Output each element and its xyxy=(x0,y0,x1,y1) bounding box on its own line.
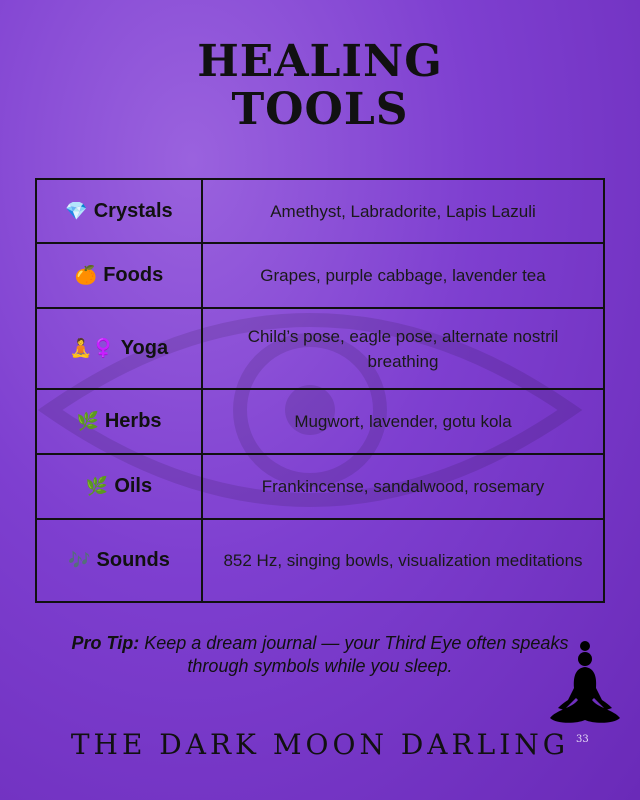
category-label: Yoga xyxy=(120,337,169,359)
category-label: Foods xyxy=(103,264,164,286)
table-row xyxy=(36,243,604,308)
table-row xyxy=(36,179,604,243)
herb-icon: 🌿 xyxy=(76,411,99,431)
pro-tip-text: Keep a dream journal — your Third Eye often speaks through symbols while you sleep. xyxy=(144,633,569,676)
items-cell: Child’s pose, eagle pose, alternate nostril breathing xyxy=(202,308,604,389)
category-label: Herbs xyxy=(104,410,162,432)
category-label: Oils xyxy=(114,475,153,497)
category-cell xyxy=(36,519,202,602)
page-number: 33 xyxy=(576,734,589,745)
title-line-2: TOOLS xyxy=(231,84,409,135)
table-row xyxy=(36,389,604,454)
table-row xyxy=(36,519,604,602)
meditation-figure-icon xyxy=(546,638,624,730)
category-cell xyxy=(36,243,202,308)
table-row xyxy=(36,454,604,519)
brand-footer: THE DARK MOON DARLING xyxy=(70,728,570,761)
orange-icon: 🍊 xyxy=(74,265,98,285)
pro-tip-label: Pro Tip: xyxy=(71,633,140,653)
music-notes-icon: 🎶 xyxy=(68,550,91,570)
page-title xyxy=(0,38,640,134)
herb-icon: 🌿 xyxy=(85,476,109,496)
healing-tools-table xyxy=(35,178,605,603)
category-cell xyxy=(36,179,202,243)
pro-tip xyxy=(60,632,580,678)
category-label: Crystals xyxy=(93,199,173,222)
items-cell: Frankincense, sandalwood, rosemary xyxy=(202,454,604,519)
items-cell: Mugwort, lavender, gotu kola xyxy=(202,389,604,454)
category-cell xyxy=(36,308,202,389)
yoga-icon: 🧘♀️ xyxy=(69,338,115,358)
category-label: Sounds xyxy=(96,549,170,571)
items-cell: Grapes, purple cabbage, lavender tea xyxy=(202,243,604,308)
category-cell xyxy=(36,389,202,454)
gem-icon: 💎 xyxy=(65,200,88,221)
title-line-1: HEALING xyxy=(197,36,443,87)
items-cell: 852 Hz, singing bowls, visualization meditations xyxy=(202,519,604,602)
table-row xyxy=(36,308,604,389)
category-cell xyxy=(36,454,202,519)
items-cell: Amethyst, Labradorite, Lapis Lazuli xyxy=(202,179,604,243)
